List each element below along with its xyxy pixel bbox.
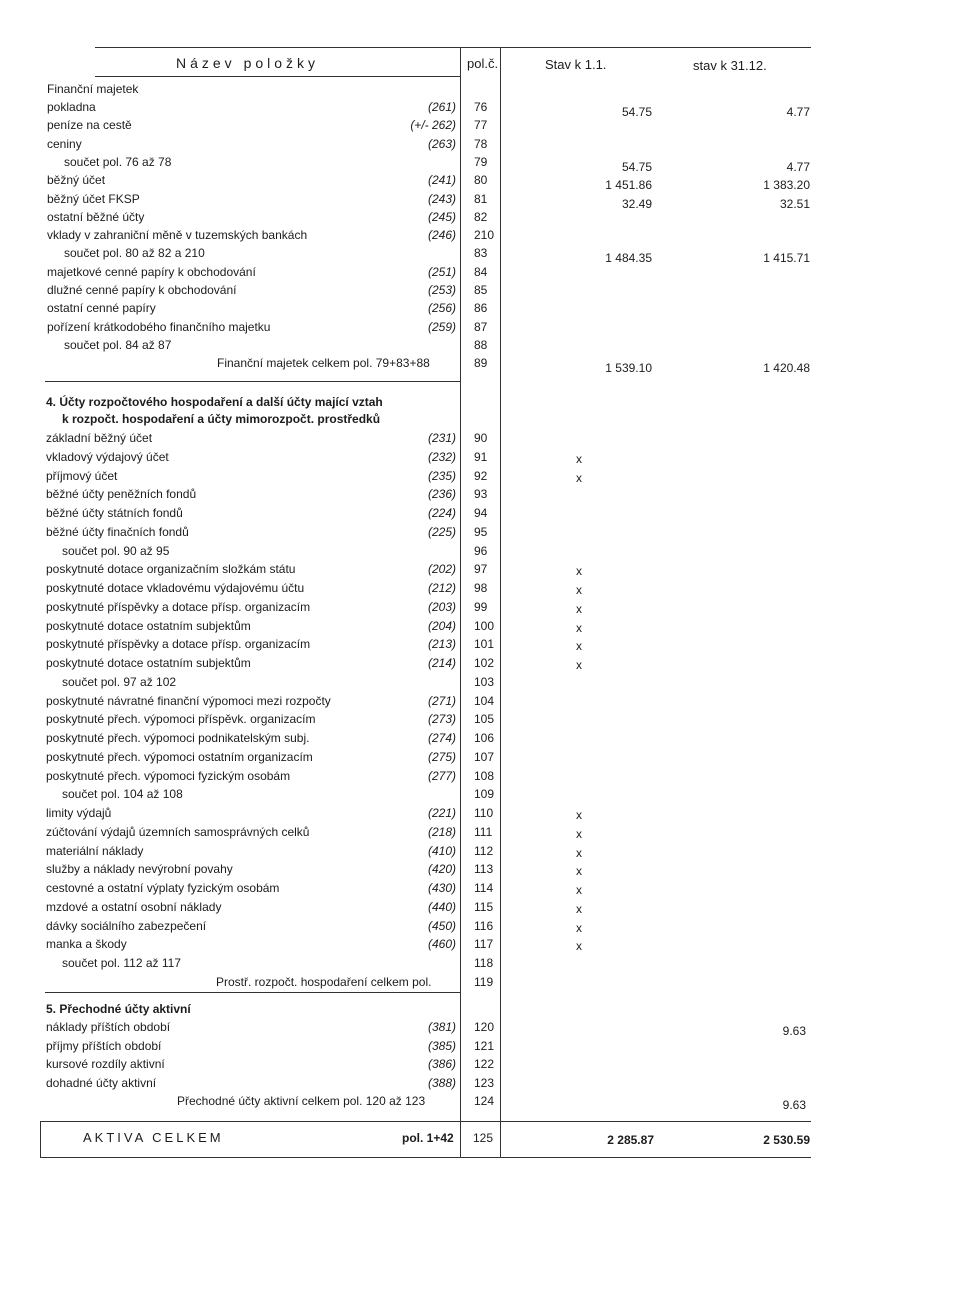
column-header-pol: pol.č. [467,56,499,71]
row-pol-number: 121 [474,1039,495,1053]
column-header-name: Název položky [176,55,320,71]
row-pol-number: 100 [474,619,495,633]
row-name: Přechodné účty aktivní celkem pol. 120 až 123 [177,1094,426,1108]
row-name: materiální náklady [46,844,144,858]
row-pol-number: 104 [474,694,495,708]
row-account-code: (218) [427,825,456,839]
row-name: poskytnuté přech. výpomoci fyzickým osobám [46,769,291,783]
row-name: základní běžný účet [46,431,153,445]
row-start-marker: x [576,583,582,597]
row-end-value: 1 415.71 [763,251,810,265]
row-start-marker: x [576,658,582,672]
row-account-code: (202) [427,562,456,576]
row-pol-number: 120 [474,1020,495,1034]
row-pol-number: 77 [474,118,488,132]
section-title-5: 5. Přechodné účty aktivní [46,1002,191,1016]
row-account-code: (275) [427,750,456,764]
row-pol-number: 85 [474,283,488,297]
section1-bottom-rule [45,381,460,382]
column-header-stav-start: Stav k 1.1. [545,57,607,72]
row-start-marker: x [576,827,582,841]
row-account-code: (256) [427,301,456,315]
total-pol: 125 [473,1131,494,1145]
row-account-code: (460) [427,937,456,951]
row-account-code: (245) [427,210,456,224]
row-pol-number: 99 [474,600,488,614]
row-account-code: (450) [427,919,456,933]
row-name: pořízení krátkodobého finančního majetku [47,320,271,334]
row-start-value: 54.75 [621,105,652,119]
row-name: peníze na cestě [47,118,132,132]
row-name: dohadné účty aktivní [46,1076,157,1090]
row-name: vkladový výdajový účet [46,450,169,464]
row-account-code: (204) [427,619,456,633]
row-name: poskytnuté dotace vkladovému výdajovému účtu [46,581,305,595]
row-pol-number: 94 [474,506,488,520]
row-pol-number: 112 [474,844,494,858]
row-start-marker: x [576,939,582,953]
row-pol-number: 96 [474,544,488,558]
row-account-code: (261) [427,100,456,114]
row-pol-number: 117 [474,937,494,951]
row-name: součet pol. 90 až 95 [62,544,170,558]
total-top-rule [40,1121,811,1122]
row-account-code: (271) [427,694,456,708]
row-pol-number: 86 [474,301,488,315]
row-pol-number: 123 [474,1076,495,1090]
row-name: manka a škody [46,937,127,951]
row-account-code: (273) [427,712,456,726]
row-account-code: (277) [427,769,456,783]
row-pol-number: 108 [474,769,495,783]
row-name: příjmový účet [46,469,118,483]
row-name: běžné účty finačních fondů [46,525,189,539]
row-account-code: (259) [427,320,456,334]
total-bottom-rule [40,1157,811,1158]
row-name: mzdové a ostatní osobní náklady [46,900,222,914]
row-name: ostatní cenné papíry [47,301,156,315]
row-pol-number: 109 [474,787,495,801]
row-account-code: (243) [427,192,456,206]
row-start-value: 1 451.86 [605,178,652,192]
row-account-code: (385) [427,1039,456,1053]
row-pol-number: 122 [474,1057,495,1071]
row-end-value: 4.77 [786,105,810,119]
row-account-code: (232) [427,450,456,464]
row-name: ceniny [47,137,82,151]
row-name: pokladna [47,100,96,114]
row-name: majetkové cenné papíry k obchodování [47,265,256,279]
row-name: služby a náklady nevýrobní povahy [46,862,233,876]
row-pol-number: 93 [474,487,488,501]
row-start-marker: x [576,921,582,935]
row-account-code: (236) [427,487,456,501]
row-pol-number: 83 [474,246,488,260]
row-name: cestovné a ostatní výplaty fyzickým osobám [46,881,280,895]
row-start-marker: x [576,471,582,485]
row-pol-number: 119 [474,975,494,989]
row-name: poskytnuté dotace organizačním složkám státu [46,562,296,576]
row-pol-number: 101 [474,637,495,651]
row-start-value: 1 484.35 [605,251,652,265]
row-name: součet pol. 80 až 82 a 210 [64,246,205,260]
row-end-value: 1 420.48 [763,361,810,375]
row-account-code: (231) [427,431,456,445]
row-name: náklady příštích období [46,1020,171,1034]
row-pol-number: 210 [474,228,495,242]
row-name: kursové rozdíly aktivní [46,1057,165,1071]
row-name: limity výdajů [46,806,112,820]
row-pol-number: 113 [474,862,494,876]
row-account-code: (381) [427,1020,456,1034]
row-end-value: 1 383.20 [763,178,810,192]
row-pol-number: 97 [474,562,488,576]
header-bottom-rule-name [95,76,460,77]
row-name: součet pol. 84 až 87 [64,338,172,352]
row-start-marker: x [576,639,582,653]
row-account-code: (386) [427,1057,456,1071]
row-account-code: (241) [427,173,456,187]
row-pol-number: 91 [474,450,488,464]
row-pol-number: 80 [474,173,488,187]
total-label: AKTIVA CELKEM [83,1130,224,1145]
row-pol-number: 110 [474,806,494,820]
section-title-4-line1: 4. Účty rozpočtového hospodaření a další účty mající vztah [46,395,383,409]
row-account-code: (410) [427,844,456,858]
row-account-code: (225) [427,525,456,539]
row-start-marker: x [576,846,582,860]
row-account-code: (274) [427,731,456,745]
row-start-marker: x [576,808,582,822]
row-end-value: 9.63 [782,1098,806,1112]
column-header-stav-end: stav k 31.12. [693,58,767,73]
row-pol-number: 105 [474,712,495,726]
row-name: vklady v zahraniční měně v tuzemských bankách [47,228,308,242]
row-account-code: (251) [427,265,456,279]
row-account-code: (263) [427,137,456,151]
section4-bottom-rule [45,992,460,993]
row-account-code: (420) [427,862,456,876]
row-start-marker: x [576,883,582,897]
row-pol-number: 88 [474,338,488,352]
row-start-value: 1 539.10 [605,361,652,375]
row-pol-number: 81 [474,192,488,206]
row-pol-number: 82 [474,210,488,224]
row-name: běžné účty státních fondů [46,506,183,520]
row-name: zúčtování výdajů územních samosprávných celků [46,825,310,839]
row-name: běžný účet FKSP [47,192,140,206]
row-pol-number: 106 [474,731,495,745]
row-account-code: (430) [427,881,456,895]
row-pol-number: 98 [474,581,488,595]
row-start-marker: x [576,621,582,635]
total-ref: pol. 1+42 [402,1131,454,1145]
row-pol-number: 102 [474,656,495,670]
row-pol-number: 111 [474,825,493,839]
row-pol-number: 118 [474,956,494,970]
row-name: ostatní běžné účty [47,210,145,224]
header-top-rule [95,47,811,48]
row-start-marker: x [576,602,582,616]
row-name: poskytnuté přech. výpomoci ostatním organizacím [46,750,313,764]
row-pol-number: 78 [474,137,488,151]
total-left-edge [40,1121,41,1157]
column-divider-right [500,47,501,1157]
row-account-code: (+/- 262) [410,118,456,132]
row-account-code: (224) [427,506,456,520]
row-account-code: (246) [427,228,456,242]
row-account-code: (221) [427,806,456,820]
row-name: poskytnuté přech. výpomoci příspěvk. organizacím [46,712,316,726]
row-name: součet pol. 97 až 102 [62,675,177,689]
row-name: součet pol. 104 až 108 [62,787,183,801]
row-name: dávky sociálního zabezpečení [46,919,207,933]
row-end-value: 32.51 [779,197,810,211]
row-name: Prostř. rozpočt. hospodaření celkem pol. [216,975,432,989]
row-pol-number: 103 [474,675,495,689]
row-name: Finanční majetek celkem pol. 79+83+88 [217,356,430,370]
row-name: běžné účty peněžních fondů [46,487,197,501]
row-end-value: 9.63 [782,1024,806,1038]
row-start-marker: x [576,564,582,578]
row-pol-number: 76 [474,100,488,114]
row-account-code: (213) [427,637,456,651]
row-start-value: 54.75 [621,160,652,174]
section-title-4-line2: k rozpočt. hospodaření a účty mimorozpočt. prostředků [62,412,381,426]
row-name: součet pol. 76 až 78 [64,155,172,169]
column-divider-left [460,47,461,1157]
row-pol-number: 84 [474,265,488,279]
row-account-code: (214) [427,656,456,670]
row-name: běžný účet [47,173,106,187]
row-pol-number: 116 [474,919,494,933]
row-end-value: 4.77 [786,160,810,174]
row-account-code: (212) [427,581,456,595]
row-name: poskytnuté dotace ostatním subjektům [46,656,251,670]
row-pol-number: 124 [474,1094,495,1108]
row-pol-number: 87 [474,320,488,334]
row-pol-number: 89 [474,356,488,370]
row-account-code: (235) [427,469,456,483]
row-pol-number: 79 [474,155,488,169]
row-name: poskytnuté dotace ostatním subjektům [46,619,251,633]
total-end: 2 530.59 [763,1133,810,1147]
row-name: příjmy příštích období [46,1039,162,1053]
row-pol-number: 92 [474,469,488,483]
row-account-code: (440) [427,900,456,914]
row-account-code: (203) [427,600,456,614]
row-pol-number: 114 [474,881,494,895]
section-title-finance: Finanční majetek [47,82,139,96]
row-start-marker: x [576,452,582,466]
row-name: dlužné cenné papíry k obchodování [47,283,237,297]
row-pol-number: 107 [474,750,495,764]
row-pol-number: 90 [474,431,488,445]
row-start-marker: x [576,902,582,916]
row-pol-number: 115 [474,900,494,914]
row-pol-number: 95 [474,525,488,539]
row-name: součet pol. 112 až 117 [62,956,181,970]
row-name: poskytnuté návratné finanční výpomoci mezi rozpočty [46,694,331,708]
row-start-value: 32.49 [621,197,652,211]
row-name: poskytnuté příspěvky a dotace přísp. organizacím [46,637,311,651]
row-name: poskytnuté přech. výpomoci podnikatelským subj. [46,731,310,745]
row-name: poskytnuté příspěvky a dotace přísp. organizacím [46,600,311,614]
row-start-marker: x [576,864,582,878]
row-account-code: (388) [427,1076,456,1090]
row-account-code: (253) [427,283,456,297]
total-start: 2 285.87 [607,1133,654,1147]
